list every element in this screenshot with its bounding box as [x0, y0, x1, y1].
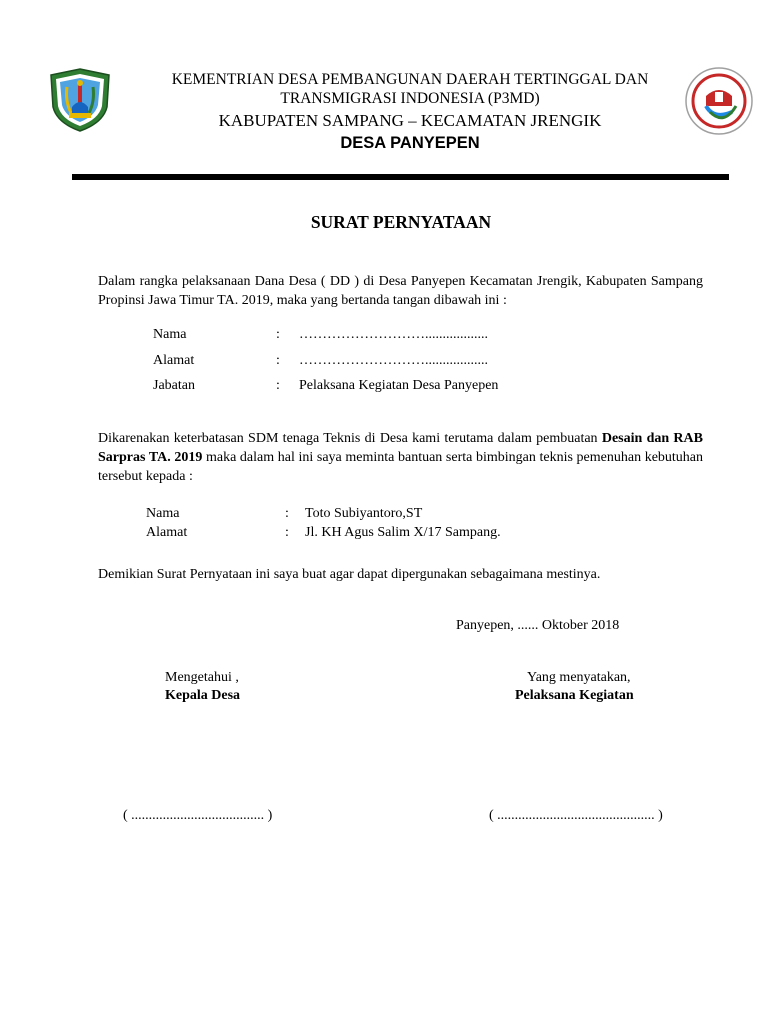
- field-value: Pelaksana Kegiatan Desa Panyepen: [299, 378, 499, 393]
- intro-paragraph: Dalam rangka pelaksanaan Dana Desa ( DD ) di Desa Panyepen Kecamatan Jrengik, Kabupaten Sampang Propinsi Jawa Timur TA. 2019, maka yang bertanda tangan dibawah ini :: [98, 274, 703, 308]
- field-value: Jl. KH Agus Salim X/17 Sampang.: [305, 525, 501, 540]
- field-value: ………………………..................: [299, 353, 488, 368]
- date-line: Panyepen, ...... Oktober 2018: [456, 618, 620, 633]
- field-separator: :: [276, 327, 280, 342]
- regency-line: KABUPATEN SAMPANG – KECAMATAN JRENGIK: [218, 111, 602, 130]
- left-signature-caption: Mengetahui ,: [165, 670, 239, 685]
- field-separator: :: [285, 506, 289, 521]
- right-signature-role: Pelaksana Kegiatan: [515, 688, 634, 703]
- field-label: Alamat: [146, 525, 188, 540]
- reason-bold: Desain dan RAB Sarpras TA. 2019: [98, 431, 703, 465]
- closing-paragraph: Demikian Surat Pernyataan ini saya buat agar dapat dipergunakan sebagaimana mestinya.: [98, 567, 601, 582]
- reason-text-before: Dikarenakan keterbatasan SDM tenaga Teknis di Desa kami terutama dalam pembuatan: [98, 431, 602, 446]
- field-label: Jabatan: [153, 378, 195, 393]
- ministry-name: [130, 70, 690, 108]
- field-value: ………………………..................: [299, 327, 488, 342]
- left-signature-name-blank: ( ...................................... ): [123, 808, 273, 823]
- field-label: Nama: [153, 327, 187, 342]
- field-label: Nama: [146, 506, 180, 521]
- field-separator: :: [276, 353, 280, 368]
- ministry-emblem-icon: [684, 66, 754, 136]
- field-separator: :: [276, 378, 280, 393]
- field-value: Toto Subiyantoro,ST: [305, 506, 423, 521]
- left-signature-role: Kepala Desa: [165, 688, 241, 703]
- village-name: DESA PANYEPEN: [340, 134, 480, 152]
- field-separator: :: [285, 525, 289, 540]
- header-divider: [72, 174, 729, 180]
- field-label: Alamat: [153, 353, 195, 368]
- regency-emblem-icon: [47, 67, 113, 133]
- ministry-line-2: TRANSMIGRASI INDONESIA (P3MD): [280, 90, 540, 107]
- reason-text-after: maka dalam hal ini saya meminta bantuan serta bimbingan teknis pemenuhan kebutuhan tersebut kepada :: [98, 450, 704, 484]
- right-signature-caption: Yang menyatakan,: [527, 670, 631, 685]
- right-signature-name-blank: ( ............................................. ): [489, 808, 663, 823]
- reason-paragraph: [98, 429, 703, 486]
- ministry-line-1: KEMENTRIAN DESA PEMBANGUNAN DAERAH TERTINGGAL DAN: [171, 71, 649, 88]
- document-title: SURAT PERNYATAAN: [310, 212, 492, 232]
